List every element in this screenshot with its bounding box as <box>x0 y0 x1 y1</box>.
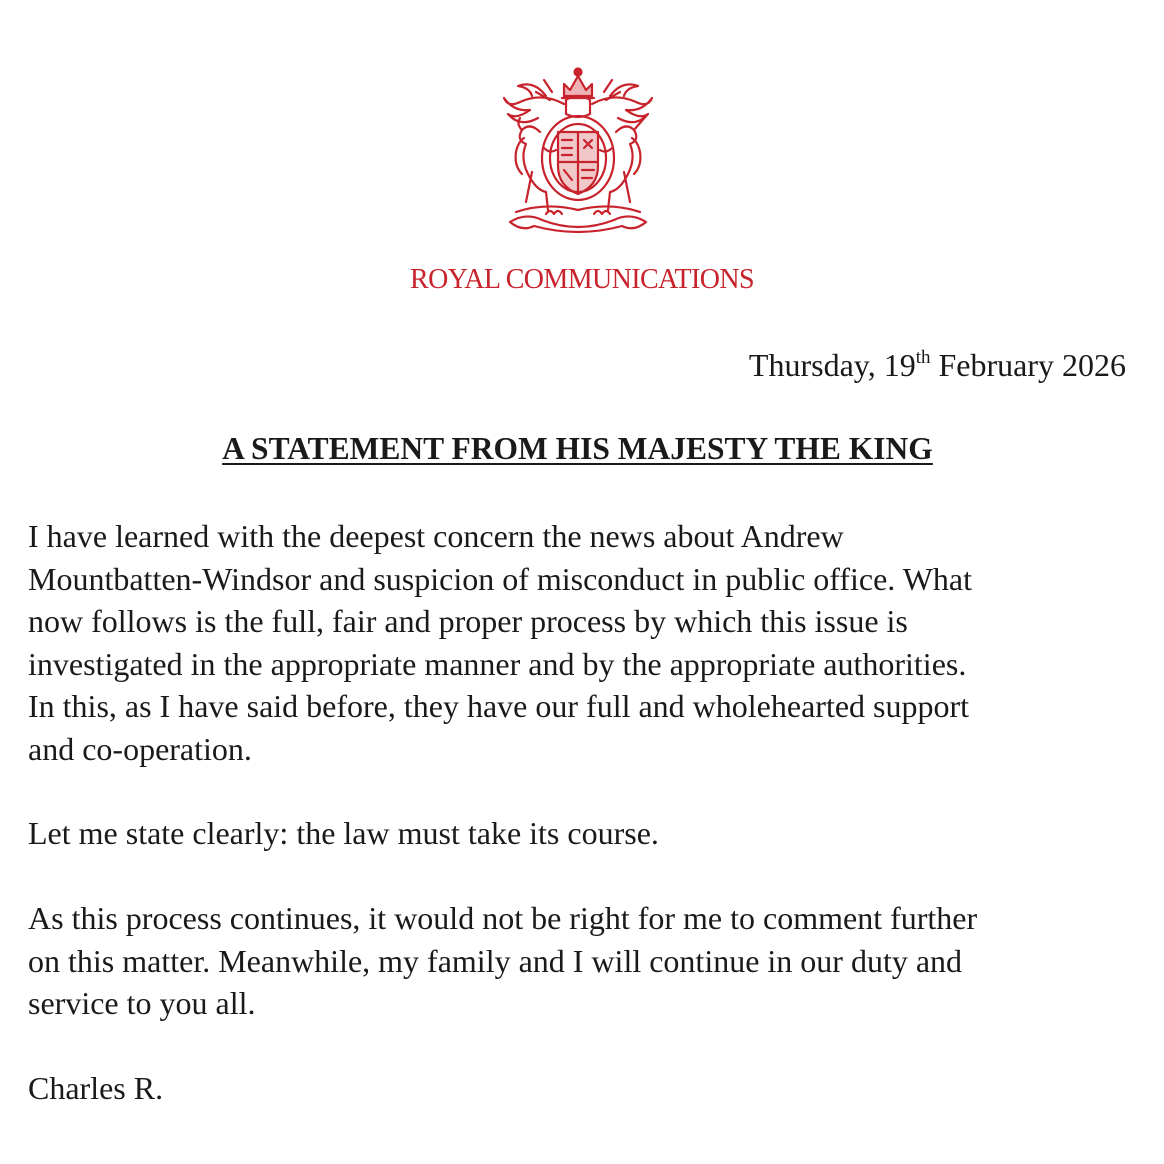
statement-paragraph-2 <box>28 812 1140 855</box>
royal-coat-of-arms-icon <box>486 62 670 238</box>
date-month-year: February 2026 <box>938 347 1126 383</box>
paragraph-line: service to you all. <box>28 985 256 1022</box>
statement-paragraph-1 <box>28 515 1140 771</box>
paragraph-line: on this matter. Meanwhile, my family and I will continue in our duty and <box>28 942 963 979</box>
date-ordinal: th <box>915 347 931 368</box>
paragraph-line: As this process continues, it would not be right for me to comment further <box>28 900 978 936</box>
statement-paragraph-3 <box>28 897 1140 1025</box>
paragraph-line: investigated in the appropriate manner and by the appropriate authorities. <box>28 645 967 682</box>
paragraph-line: In this, as I have said before, they have our full and wholehearted support <box>28 688 970 725</box>
date-weekday: Thursday, <box>748 347 876 383</box>
organisation-name: ROYAL COMMUNICATIONS <box>410 264 754 295</box>
statement-date <box>749 344 1126 392</box>
paragraph-line: Mountbatten-Windsor and suspicion of misconduct in public office. What <box>28 560 973 597</box>
paragraph-line: I have learned with the deepest concern the news about Andrew <box>28 518 844 554</box>
paragraph-line: and co-operation. <box>28 730 252 767</box>
signature: Charles R. <box>28 1070 164 1106</box>
statement-headline: A STATEMENT FROM HIS MAJESTY THE KING <box>222 431 933 466</box>
paragraph-line: now follows is the full, fair and proper process by which this issue is <box>28 603 908 640</box>
paragraph-line: Let me state clearly: the law must take its course. <box>28 815 659 851</box>
date-day: 19 <box>883 347 916 383</box>
